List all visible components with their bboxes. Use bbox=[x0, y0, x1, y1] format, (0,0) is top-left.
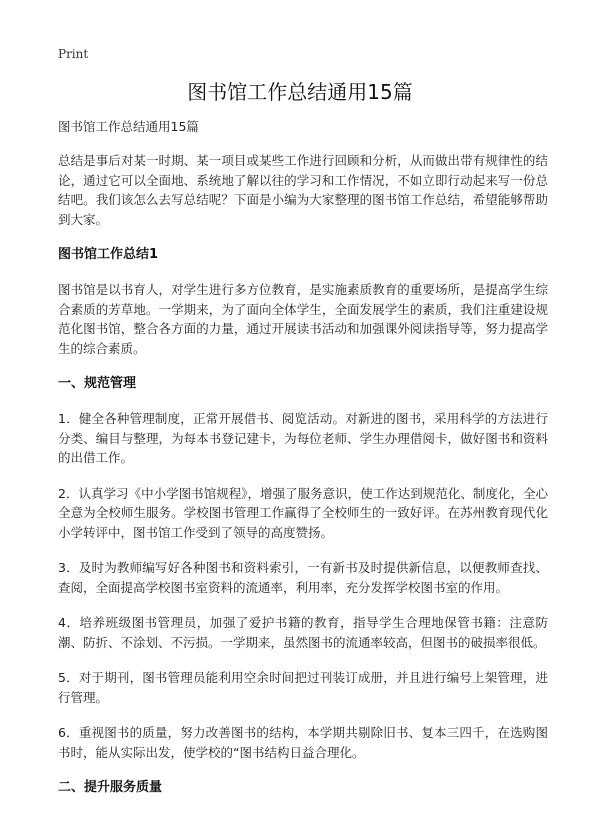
section-heading: 图书馆工作总结1 bbox=[58, 247, 159, 262]
list-item: 5．对于期刊，图书管理员能利用空余时间把过刊装订成册，并且进行编号上架管理，进行管理。 bbox=[58, 670, 548, 705]
print-link[interactable]: Print bbox=[58, 47, 89, 61]
list-item: 6．重视图书的质量，努力改善图书的结构，本学期共剔除旧书、复本三四千，在选购图书时，能从实际出发，使学校的“图书结构日益合理化。 bbox=[58, 725, 548, 760]
document-subtitle: 图书馆工作总结通用15篇 bbox=[58, 119, 199, 134]
list-item: 2．认真学习《中小学图书馆规程》，增强了服务意识，使工作达到规范化、制度化，全心全意为全校师生服务。学校图书管理工作赢得了全校师生的一致好评。在苏州教育现代化小学转评中，图书馆工作受到了领导的高度赞扬。 bbox=[58, 485, 548, 540]
part-heading-management: 一、规范管理 bbox=[58, 376, 137, 391]
list-item: 1．健全各种管理制度，正常开展借书、阅览活动。对新进的图书，采用科学的方法进行分类、编目与整理，为每本书登记建卡，为每位老师、学生办理借阅卡，做好图书和资料的出借工作。 bbox=[58, 411, 548, 465]
list-item: 4．培养班级图书管理员，加强了爱护书籍的教育，指导学生合理地保管书籍：注意防潮、防折、不涂划、不污损。一学期来，虽然图书的流通率较高，但图书的破损率很低。 bbox=[58, 615, 548, 650]
page-title: 图书馆工作总结通用15篇 bbox=[187, 80, 413, 104]
section-intro-paragraph: 图书馆是以书育人，对学生进行多方位教育，是实施素质教育的重要场所，是提高学生综合素质的芳草地。一学期来，为了面向全体学生，全面发展学生的素质，我们注重建设规范化图书馆，整合各方面的力量，通过开展读书活动和加强课外阅读指导等，努力提高学生的综合素质。 bbox=[58, 282, 548, 356]
document-body bbox=[58, 118, 548, 813]
part-heading-service: 二、提升服务质量 bbox=[58, 780, 163, 795]
list-item: 3．及时为教师编写好各种图书和资料索引，一有新书及时提供新信息，以便教师查找、查阅，全面提高学校图书室资料的流通率，利用率，充分发挥学校图书室的作用。 bbox=[58, 560, 548, 595]
intro-paragraph: 总结是事后对某一时期、某一项目或某些工作进行回顾和分析，从而做出带有规律性的结论，通过它可以全面地、系统地了解以往的学习和工作情况，不如立即行动起来写一份总结吧。我们该怎么去写总结呢？下面是小编为大家整理的图书馆工作总结，希望能够帮助到大家。 bbox=[58, 153, 548, 227]
